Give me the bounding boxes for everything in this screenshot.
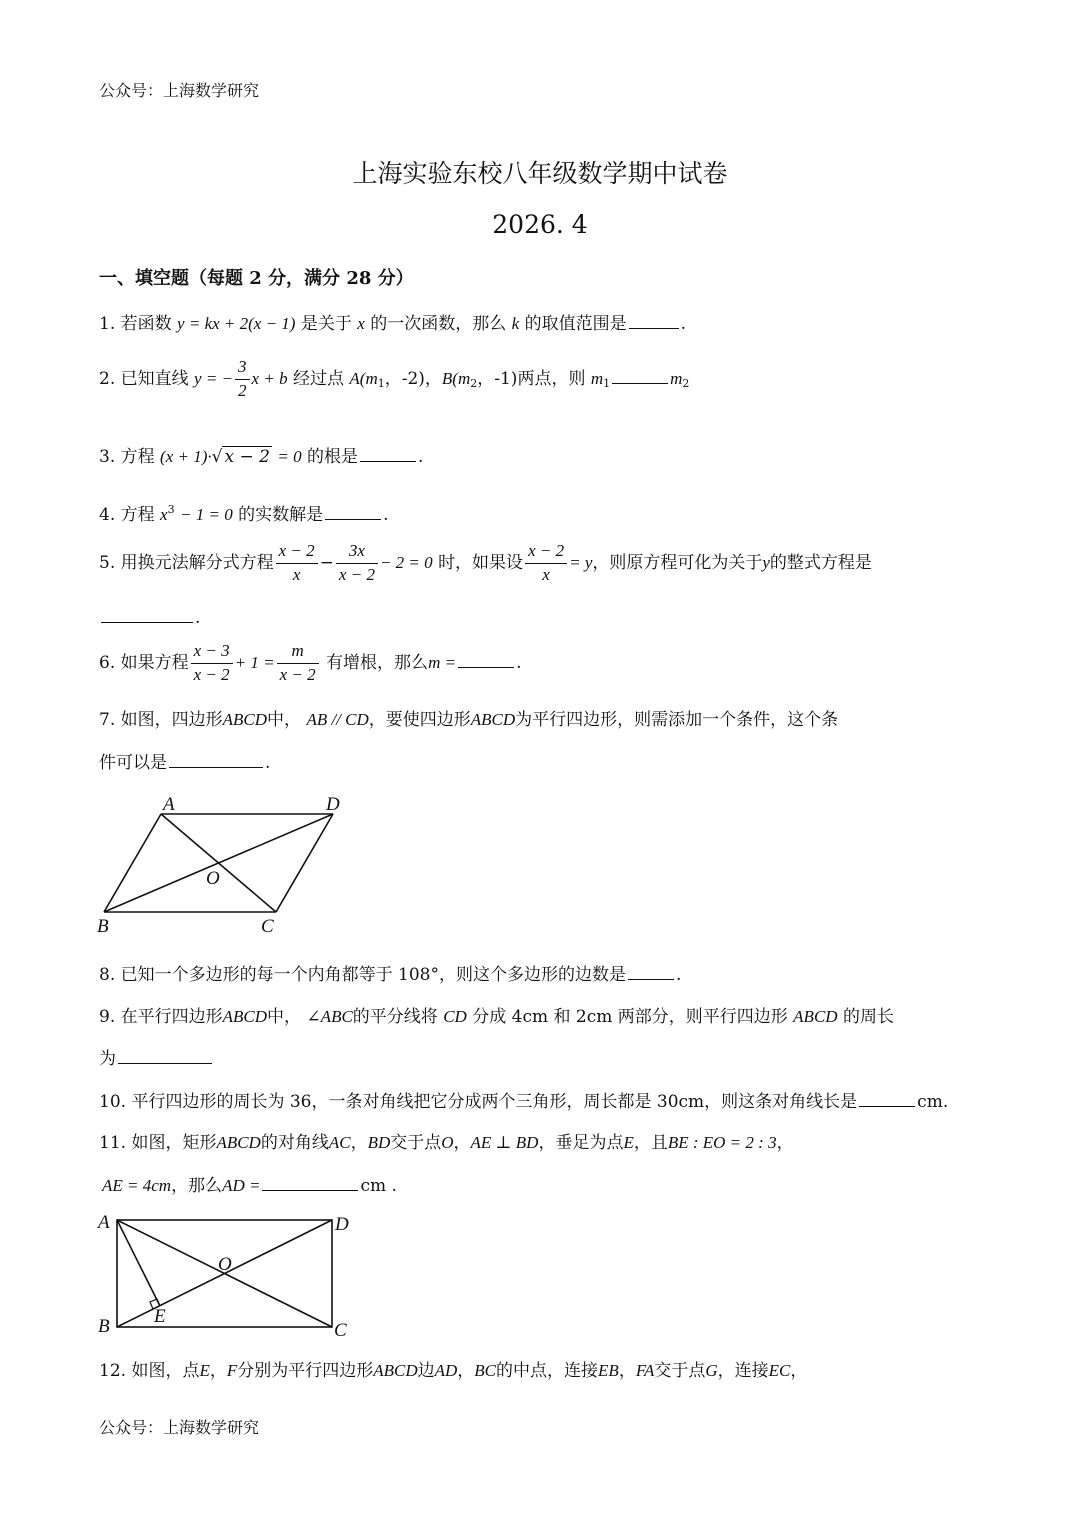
- question-9: 9. 在平行四边形ABCD中， ∠ABC的平分线将 CD 分成 4cm 和 2cm 两部分，则平行四边形 ABCD 的周长: [99, 1007, 894, 1027]
- fraction: $\frac{x - 2}{x}$: [276, 540, 318, 587]
- answer-blank[interactable]: [118, 1062, 212, 1064]
- label-B: B: [98, 1316, 110, 1337]
- answer-blank[interactable]: [628, 978, 674, 980]
- label-B: B: [97, 916, 109, 937]
- question-7: 7. 如图，四边形ABCD中， AB // CD，要使四边形ABCD为平行四边形，则需添加一个条件，这个条: [99, 710, 839, 730]
- fraction: $\frac{3x}{x - 2}$: [336, 540, 378, 587]
- segment-AE: [117, 1220, 160, 1306]
- answer-blank[interactable]: [325, 518, 381, 520]
- answer-blank[interactable]: [169, 766, 263, 768]
- exam-title: 上海实验东校八年级数学期中试卷: [352, 159, 728, 188]
- question-5: 5. 用换元法解分式方程 $\frac{x - 2}{x}$ − $\frac{3x}{x - 2}$ − 2 = 0 时，如果设 $\frac{x - 2}{x}$ = y，则原方程可化为关于y的整式方程是: [99, 540, 872, 587]
- question-2: 2. 已知直线 y = − $\frac{3}{2}$ x + b 经过点 $A(m_1$，-2)，$B(m_2$，-1)两点，则 $m_1$ $m_2$: [99, 356, 689, 403]
- answer-blank[interactable]: [859, 1105, 915, 1107]
- answer-blank[interactable]: [262, 1189, 358, 1191]
- answer-blank[interactable]: [360, 460, 416, 462]
- question-10: 10. 平行四边形的周长为 36，一条对角线把它分成两个三角形，周长都是 30cm，则这条对角线长是 cm.: [99, 1092, 949, 1112]
- label-C: C: [261, 916, 274, 937]
- question-11: 11. 如图，矩形ABCD的对角线AC，BD交于点O，AE ⊥ BD，垂足为点E，且BE : EO = 2 : 3，: [99, 1133, 794, 1153]
- question-6: 6. 如果方程 $\frac{x - 3}{x - 2}$ + 1 = $\frac{m}{x - 2}$ 有增根，那么m = .: [99, 640, 521, 687]
- figure-rectangle: [90, 1206, 370, 1342]
- answer-blank[interactable]: [458, 666, 514, 668]
- question-1: 1. 若函数 y = kx + 2(x − 1) 是关于 x 的一次函数，那么 k 的取值范围是 .: [99, 314, 686, 334]
- question-5-line2: .: [99, 608, 200, 628]
- side-AB: [104, 814, 161, 912]
- question-8: 8. 已知一个多边形的每一个内角都等于 108°，则这个多边形的边数是 .: [99, 965, 682, 985]
- label-D: D: [335, 1214, 349, 1235]
- answer-blank[interactable]: [629, 327, 679, 329]
- label-A: A: [163, 794, 175, 815]
- label-O: O: [206, 868, 220, 889]
- exam-date: 2026. 4: [492, 210, 588, 239]
- fraction: $\frac{x - 2}{x}$: [525, 540, 567, 587]
- figure-parallelogram: [90, 790, 360, 940]
- fraction: $\frac{3}{2}$: [235, 356, 250, 403]
- question-4: 4. 方程 $x^3 - 1 = 0$ 的实数解是 .: [99, 503, 389, 525]
- label-D: D: [326, 794, 340, 815]
- question-12: 12. 如图，点E，F分别为平行四边形ABCD边AD，BC的中点，连接EB，FA交于点G，连接EC，: [99, 1361, 808, 1381]
- answer-blank[interactable]: [612, 382, 668, 384]
- page-header: 公众号：上海数学研究: [99, 81, 260, 100]
- question-11-line2: AE = 4cm，那么AD = cm .: [102, 1176, 397, 1196]
- question-3: 3. 方程 (x + 1)·√ x − 2 = 0 的根是 .: [99, 447, 424, 467]
- diagonal-BD: [104, 814, 333, 912]
- question-7-line2: 件可以是 .: [99, 753, 271, 773]
- section-fill-in-blank: 一、填空题（每题 2 分，满分 28 分）: [99, 268, 414, 289]
- label-C: C: [334, 1320, 347, 1341]
- page-footer: 公众号：上海数学研究: [99, 1418, 260, 1437]
- label-O: O: [218, 1254, 232, 1275]
- fraction: $\frac{m}{x - 2}$: [277, 640, 319, 687]
- label-A: A: [98, 1212, 110, 1233]
- question-9-line2: 为: [99, 1044, 214, 1069]
- label-E: E: [154, 1306, 166, 1327]
- side-DC: [276, 814, 333, 912]
- answer-blank[interactable]: [101, 621, 193, 623]
- fraction: $\frac{x - 3}{x - 2}$: [191, 640, 233, 687]
